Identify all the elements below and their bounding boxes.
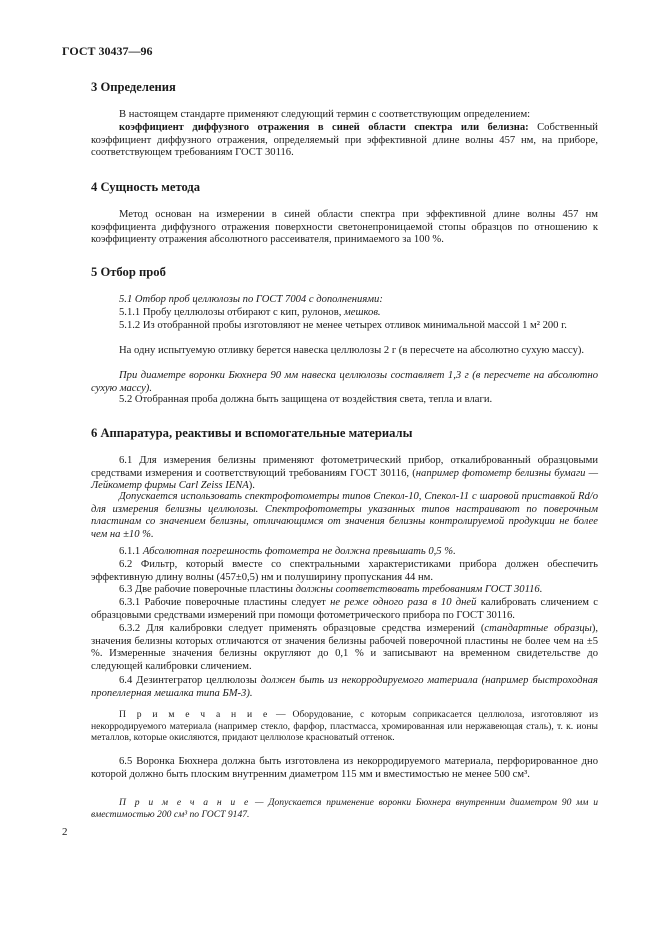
- note-2: [91, 797, 598, 820]
- section-3-definition: [91, 122, 598, 160]
- clause-5-2: 5.2 Отобранная проба должна быть защищена от воздействия света, тепла и влаги.: [119, 394, 493, 405]
- note-1-label: П р и м е ч а н и е: [119, 709, 270, 720]
- clause-6-1-1-text: Абсолютная погрешность фотометра не должна превышать 0,5 %.: [142, 546, 456, 557]
- clause-6-4: [91, 675, 598, 700]
- clause-5-1: 5.1 Отбор проб целлюлозы по ГОСТ 7004 с дополнениями:: [119, 294, 383, 305]
- section-5-title: 5 Отбор проб: [91, 265, 166, 279]
- clause-6-4-a: 6.4 Дезинтегратор целлюлозы: [119, 675, 261, 686]
- clause-5-1-2-funnel: При диаметре воронки Бюхнера 90 мм навеска целлюлозы составляет 1,3 г (в пересчете на абсолютно сухую массу).: [91, 370, 598, 394]
- section-4-title: 4 Сущность метода: [91, 180, 201, 194]
- clause-6-3-1-b: не реже одного раза в 10 дней: [330, 597, 477, 608]
- clause-6-1-end: ).: [248, 480, 255, 492]
- section-4-text: Метод основан на измерении в синей области спектра при эффективной длине волны 457 нм коэффициента диффузного отражения поверхности светонепроницаемой стопы образцов по отношению к коэффициенту отражения абсолютного рассеивателя, принимаемого за 100 %.: [91, 209, 598, 246]
- section-3-intro: В настоящем стандарте применяют следующий термин с соответствующим определением:: [119, 109, 531, 120]
- clause-6-4-b: должен быть из некорродируемого материала (например быстроходная пропеллерная мешалка типа БМ-3).: [91, 675, 598, 699]
- clause-6-1-spectrophotometers: Допускается использовать спектрофотометры типов Спекол-10, Спекол-11 с шаровой приставкой Rd/o для измерения белизны целлюлозы. Спектрофотометры указанных типов настраивают по поверочным пластинам со значением белизны, отличающимся от значения белизны контролируемой продукции не более чем на ±10 %.: [91, 491, 598, 540]
- clause-6-2: 6.2 Фильтр, который вместе со спектральными характеристиками прибора должен обеспечить эффективную длину волны (457±0,5) нм и полуширину пропускания 44 нм.: [91, 559, 598, 583]
- clause-6-3-text: 6.3 Две рабочие поверочные пластины: [119, 584, 296, 595]
- clause-5-1-1-italic: мешков.: [344, 307, 381, 318]
- clause-6-3-1-a: 6.3.1 Рабочие поверочные пластины следует: [119, 597, 331, 608]
- clause-6-3-2: [91, 623, 598, 673]
- page-number: 2: [62, 826, 68, 838]
- standard-header: ГОСТ 30437—96: [62, 44, 153, 58]
- clause-5-1-1-text: 5.1.1 Пробу целлюлозы отбирают с кип, рулонов,: [119, 307, 345, 318]
- clause-6-3-1-c: калибровать сличением с образцовыми средствами измерений при помощи фотометрического прибора по ГОСТ 30116.: [91, 597, 598, 621]
- clause-5-1-2-mass: На одну испытуемую отливку берется навеска целлюлозы 2 г (в пересчете на абсолютно сухую массу).: [119, 345, 585, 356]
- clause-6-1-1-num: 6.1.1: [119, 546, 143, 557]
- clause-6-3: [91, 584, 598, 597]
- section-6-title: 6 Аппаратура, реактивы и вспомогательные материалы: [91, 426, 413, 440]
- clause-6-3-italic: должны соответствовать требованиям ГОСТ 30116.: [295, 584, 543, 595]
- note-2-label: П р и м е ч а н и е: [119, 797, 251, 808]
- clause-5-1-1: [91, 307, 598, 320]
- term-definition: Собственный коэффициент диффузного отражения, определяемый при эффективной длине волны 457 нм, на приборе, соответствующем требованиям ГОСТ 30116.: [91, 122, 598, 159]
- clause-6-3-2-c: ), значения белизны которых отличаются от значения белизны рабочей поверочной пластины не более чем на ±5 %. Измеренные значения белизны округляют до 0,1 % и записывают на временном свидетельстве до следующей калибровки сличением.: [91, 623, 598, 672]
- clause-6-1-text: 6.1 Для измерения белизны применяют фотометрический прибор, откалиброванный образцовыми средствами измерения и соответствующий требованиям ГОСТ 30116, (: [91, 455, 598, 479]
- section-3-title: 3 Определения: [91, 80, 176, 94]
- clause-6-3-2-a: 6.3.2 Для калибровки следует применять образцовые средства измерений (: [119, 623, 485, 634]
- note-1: [91, 709, 598, 744]
- clause-5-1-2: 5.1.2 Из отобранной пробы изготовляют не менее четырех отливок минимальной массой 1 м² 200 г.: [119, 320, 567, 331]
- clause-6-3-1: [91, 597, 598, 622]
- clause-6-1-1: [91, 546, 598, 559]
- note-1-text: — Оборудование, с которым соприкасается целлюлоза, изготовляют из некорродируемого материала (например стекло, фарфор, пластмасса, хромированная или нержавеющая сталь), т. к. ионы металлов, которые окисляются, придают целлюлозе красноватый оттенок.: [91, 709, 598, 743]
- clause-6-3-2-b: стандартные образцы: [484, 623, 592, 634]
- term-whiteness: коэффициент диффузного отражения в синей области спектра или белизна:: [119, 122, 529, 133]
- clause-6-1: [91, 455, 598, 493]
- note-2-text: — Допускается применение воронки Бюхнера внутренним диаметром 90 мм и вместимостью 200 см³ по ГОСТ 9147.: [91, 797, 598, 820]
- clause-6-5: 6.5 Воронка Бюхнера должна быть изготовлена из некорродируемого материала, перфорированное дно которой должно быть плоским внутренним диаметром 115 мм и вместимостью не менее 500 см³.: [91, 756, 598, 780]
- clause-6-1-example: например фотометр белизны бумаги — Лейкометр фирмы Carl Zeiss IENA: [91, 467, 598, 492]
